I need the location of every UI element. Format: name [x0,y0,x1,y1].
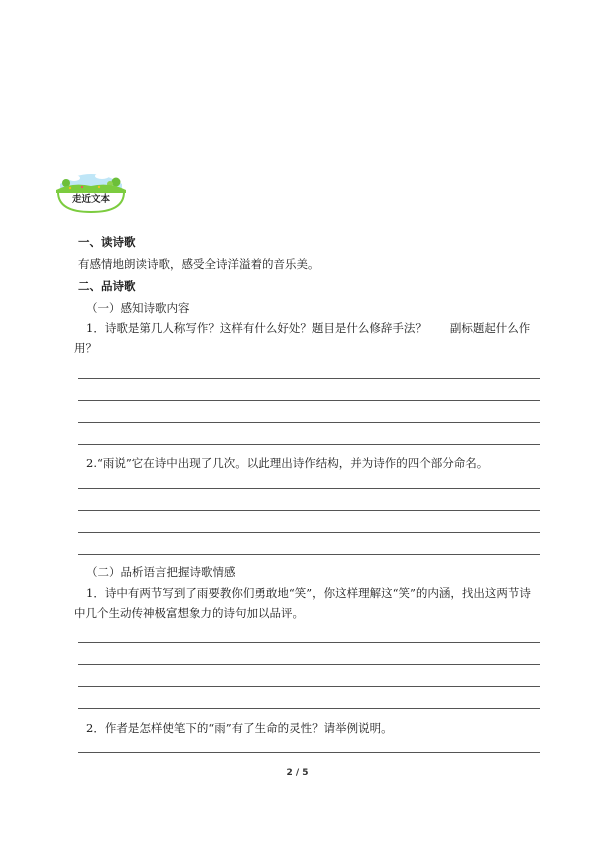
answer-line[interactable] [78,444,540,445]
answer-line[interactable] [78,752,540,753]
answer-line[interactable] [78,378,540,379]
answer-line[interactable] [78,642,540,643]
page-number: 2 / 5 [286,768,309,778]
answer-line[interactable] [78,686,540,687]
subsection-title-language: （二）品析语言把握诗歌情感 [86,565,236,579]
question-1-1: 1．诗歌是第几人称写作？这样有什么好处？题目是什么修辞手法？ 副标题起什么作用？ [74,321,531,355]
question-2-1: 1．诗中有两节写到了雨要教你们勇敢地“笑”，你这样理解这“笑”的内涵，找出这两节诗中几个生动传神极富想象力的诗句加以品评。 [74,586,531,620]
answer-line[interactable] [78,664,540,665]
answer-line[interactable] [78,708,540,709]
section-heading-read: 一、读诗歌 [78,235,136,249]
answer-line[interactable] [78,532,540,533]
section-badge [52,166,130,216]
question-2-2: 2．作者是怎样使笔下的“雨”有了生命的灵性？请举例说明。 [86,721,393,735]
subsection-title-content: （一）感知诗歌内容 [86,301,190,315]
answer-line[interactable] [78,554,540,555]
answer-line[interactable] [78,400,540,401]
answer-line[interactable] [78,488,540,489]
section-body-read: 有感情地朗读诗歌，感受全诗洋溢着的音乐美。 [78,257,320,271]
answer-line[interactable] [78,422,540,423]
question-1-2: 2.“雨说”它在诗中出现了几次。以此理出诗作结构，并为诗作的四个部分命名。 [86,456,489,470]
badge-label: 走近文本 [71,194,110,205]
answer-line[interactable] [78,510,540,511]
section-heading-analyze: 二、品诗歌 [78,279,136,293]
